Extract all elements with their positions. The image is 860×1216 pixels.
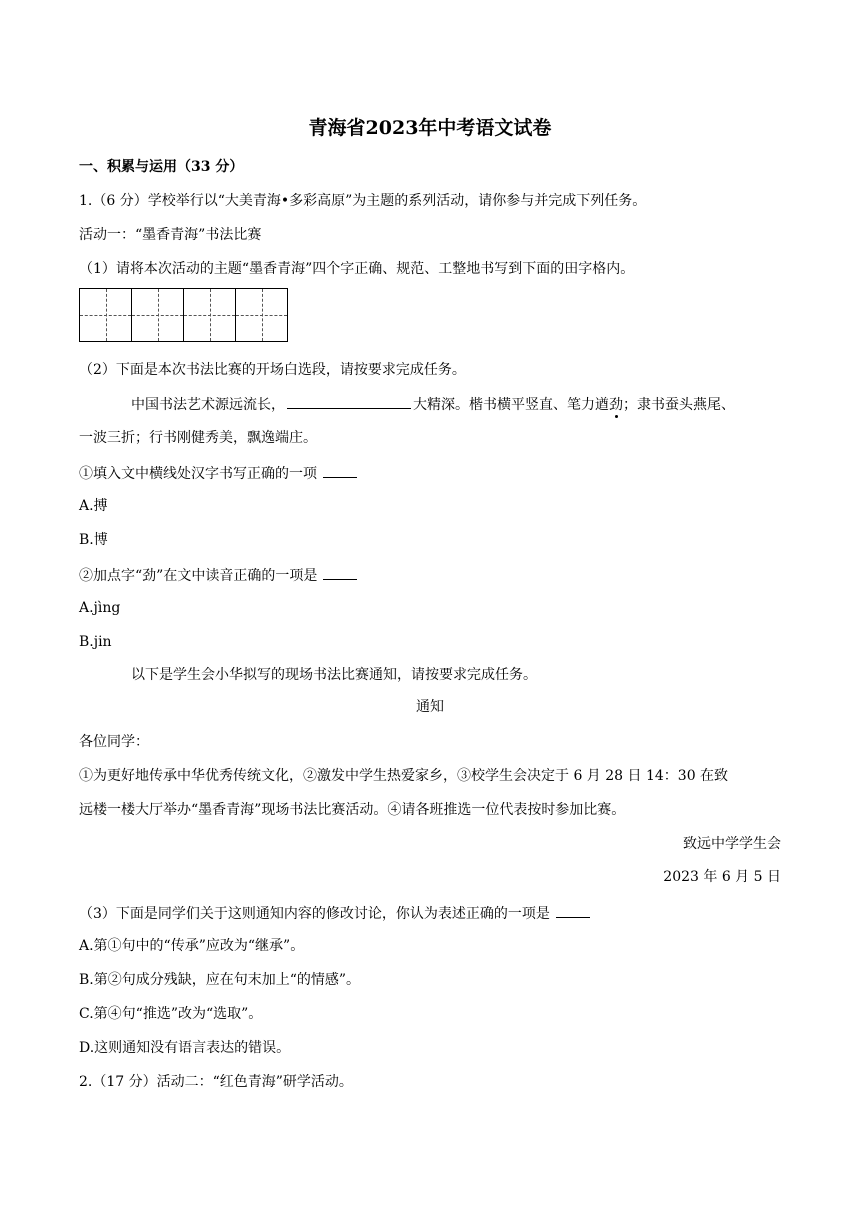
option-3a: A.第①句中的“传承”应改为“继承”。 bbox=[79, 938, 305, 954]
answer-blank[interactable] bbox=[323, 565, 357, 580]
circle-question-1-text: ①填入文中横线处汉字书写正确的一项 bbox=[79, 466, 317, 482]
notice-title: 通知 bbox=[416, 699, 444, 715]
section-heading: 一、积累与运用（33 分） bbox=[79, 159, 244, 175]
question-2-stem: 2.（17 分）活动二：“红色青海”研学活动。 bbox=[79, 1074, 353, 1090]
option-1b: B.博 bbox=[79, 532, 108, 548]
notice-date: 2023 年 6 月 5 日 bbox=[663, 869, 781, 885]
notice-intro: 以下是学生会小华拟写的现场书法比赛通知，请按要求完成任务。 bbox=[131, 667, 537, 683]
circle-question-2 bbox=[79, 565, 357, 585]
subquestion-3 bbox=[79, 903, 590, 923]
passage-text-a: 中国书法艺术源远流长， bbox=[131, 397, 285, 413]
passage-text-b: 大精深。楷书横平竖直、笔力遒 bbox=[413, 397, 609, 413]
option-3d: D.这则通知没有语言表达的错误。 bbox=[79, 1040, 291, 1056]
notice-body-line-2: 远楼一楼大厅举办“墨香青海”现场书法比赛活动。④请各班推选一位代表按时参加比赛。 bbox=[79, 802, 626, 818]
circle-question-1 bbox=[79, 463, 357, 483]
option-2b: B.jin bbox=[79, 634, 112, 650]
option-3b: B.第②句成分残缺，应在句末加上“的情感”。 bbox=[79, 972, 361, 988]
option-1a: A.搏 bbox=[79, 498, 108, 514]
notice-greeting: 各位同学： bbox=[79, 734, 149, 750]
tianzige-cell[interactable] bbox=[131, 288, 184, 342]
tianzige-cell[interactable] bbox=[235, 288, 288, 342]
option-3c: C.第④句“推选”改为“选取”。 bbox=[79, 1006, 263, 1022]
dotted-character: 劲 bbox=[609, 397, 623, 413]
notice-body-line-1: ①为更好地传承中华优秀传统文化，②激发中学生热爱家乡，③校学生会决定于 6 月 28 日 14：30 在致 bbox=[79, 768, 729, 784]
option-2a: A.jìng bbox=[79, 600, 121, 616]
passage-text-c: ；隶书蚕头燕尾、 bbox=[623, 397, 735, 413]
passage-blank[interactable] bbox=[287, 394, 411, 409]
page-title: 青海省2023年中考语文试卷 bbox=[308, 117, 552, 139]
passage-line-1 bbox=[131, 394, 735, 414]
answer-blank[interactable] bbox=[556, 903, 590, 918]
notice-signature: 致远中学学生会 bbox=[683, 836, 781, 852]
tianzige-grid[interactable] bbox=[79, 288, 287, 342]
passage-line-2: 一波三折；行书刚健秀美，飘逸端庄。 bbox=[79, 430, 317, 446]
subquestion-3-text: （3）下面是同学们关于这则通知内容的修改讨论，你认为表述正确的一项是 bbox=[79, 906, 550, 922]
subquestion-1: （1）请将本次活动的主题“墨香青海”四个字正确、规范、工整地书写到下面的田字格内。 bbox=[79, 261, 635, 277]
answer-blank[interactable] bbox=[323, 463, 357, 478]
tianzige-cell[interactable] bbox=[183, 288, 236, 342]
tianzige-cell[interactable] bbox=[79, 288, 132, 342]
question-1-stem: 1.（6 分）学校举行以“大美青海•多彩高原”为主题的系列活动，请你参与并完成下列任务。 bbox=[79, 193, 647, 209]
circle-question-2-text: ②加点字“劲”在文中读音正确的一项是 bbox=[79, 568, 318, 584]
subquestion-2: （2）下面是本次书法比赛的开场白选段，请按要求完成任务。 bbox=[79, 362, 466, 378]
activity-1-label: 活动一：“墨香青海”书法比赛 bbox=[79, 227, 262, 243]
